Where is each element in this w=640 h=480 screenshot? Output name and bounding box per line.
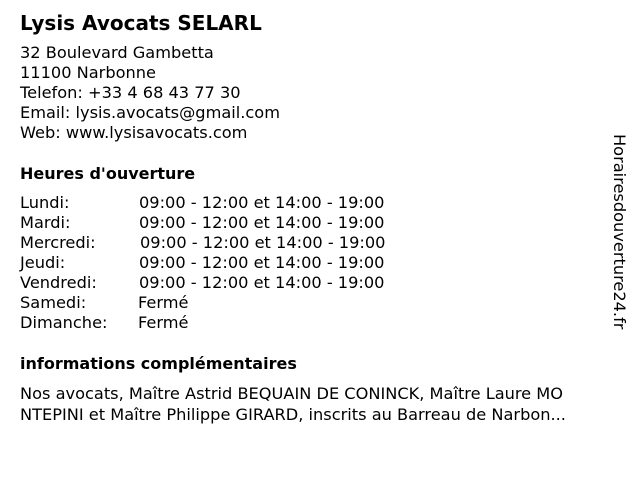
- address-street: 32 Boulevard Gambetta: [20, 43, 214, 62]
- day-label: Jeudi:: [20, 253, 66, 272]
- day-label: Dimanche:: [20, 313, 108, 332]
- info-line-2: NTEPINI et Maître Philippe GIRARD, inscrits au Barreau de Narbon...: [20, 405, 566, 424]
- additional-info-text: [20, 383, 620, 425]
- info-line-1: Nos avocats, Maître Astrid BEQUAIN DE CONINCK, Maître Laure MO: [20, 384, 563, 403]
- day-label: Mercredi:: [20, 233, 96, 252]
- additional-info-heading: informations complémentaires: [20, 354, 297, 373]
- site-watermark: [602, 134, 640, 346]
- day-hours: 09:00 - 12:00 et 14:00 - 19:00: [139, 273, 385, 292]
- business-name: Lysis Avocats SELARL: [20, 11, 262, 35]
- email-line: Email: lysis.avocats@gmail.com: [20, 103, 280, 122]
- day-hours: Fermé: [138, 293, 189, 312]
- day-hours: Fermé: [138, 313, 189, 332]
- day-hours: 09:00 - 12:00 et 14:00 - 19:00: [139, 213, 385, 232]
- day-hours: 09:00 - 12:00 et 14:00 - 19:00: [139, 193, 385, 212]
- day-hours: 09:00 - 12:00 et 14:00 - 19:00: [140, 233, 386, 252]
- web-line: Web: www.lysisavocats.com: [20, 123, 248, 142]
- day-label: Samedi:: [20, 293, 87, 312]
- opening-hours-heading: Heures d'ouverture: [20, 164, 196, 183]
- day-label: Mardi:: [20, 213, 71, 232]
- contact-block: [20, 43, 280, 143]
- watermark-text: Horairesdouverture24.fr: [610, 134, 629, 330]
- phone-line: Telefon: +33 4 68 43 77 30: [20, 83, 241, 102]
- day-hours: 09:00 - 12:00 et 14:00 - 19:00: [139, 253, 385, 272]
- day-label: Vendredi:: [20, 273, 97, 292]
- day-label: Lundi:: [20, 193, 70, 212]
- address-city: 11100 Narbonne: [20, 63, 156, 82]
